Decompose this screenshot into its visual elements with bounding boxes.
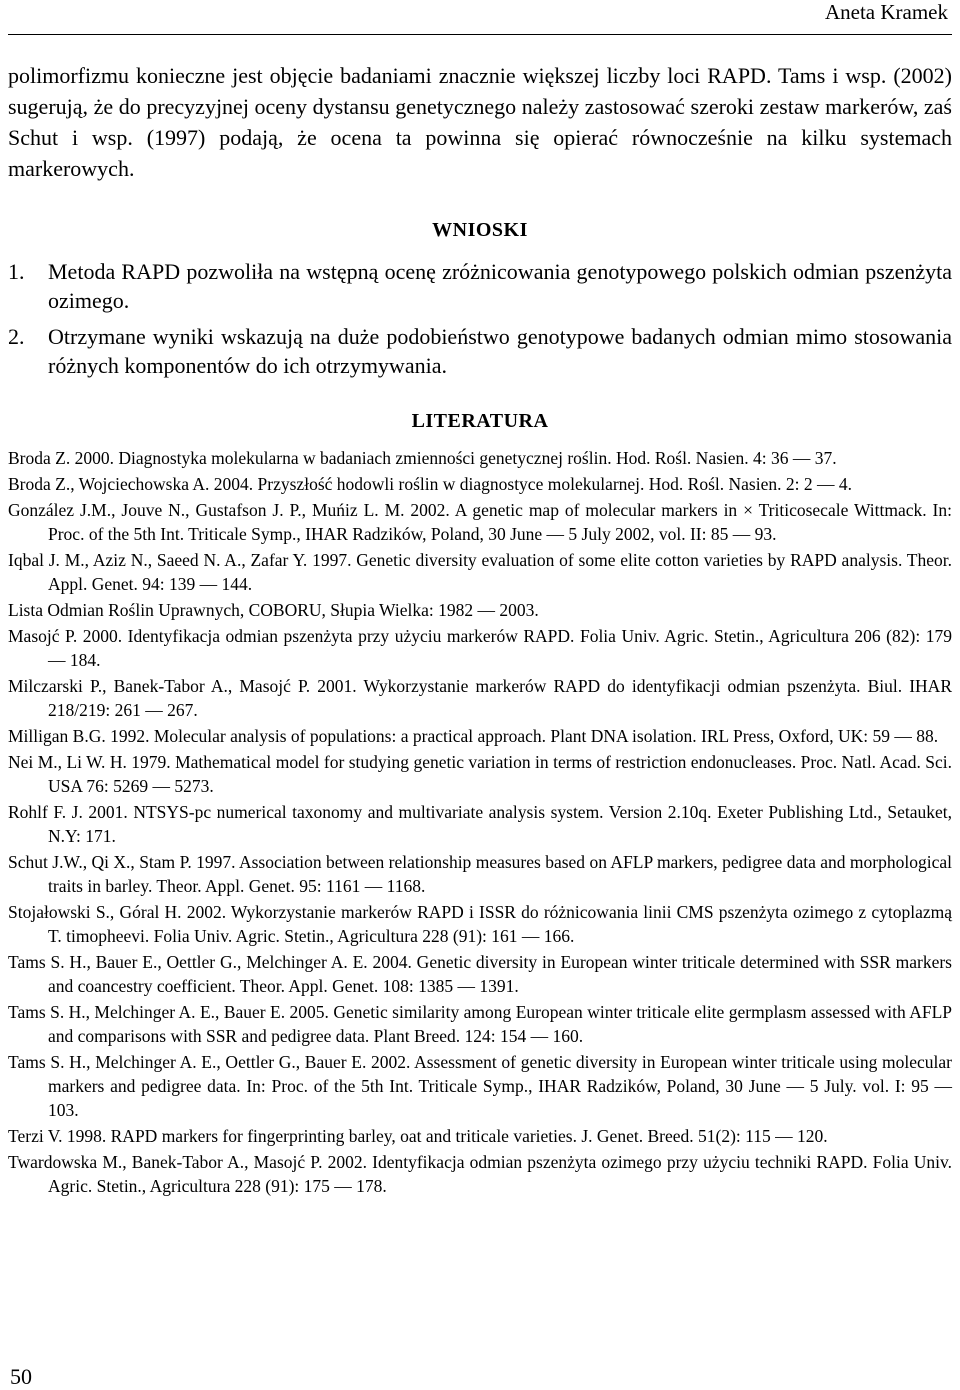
- reference-item: Milligan B.G. 1992. Molecular analysis of populations: a practical approach. Plant DNA isolation. IRL Press, Oxford, UK: 59 — 88.: [8, 726, 939, 746]
- reference-item: Tams S. H., Melchinger A. E., Oettler G., Bauer E. 2002. Assessment of genetic diversity in European winter triticale using molecular markers and pedigree data. In: Proc. of the 5th Int. Triticale Symp., IHAR Radzików, Poland, 30 June — 5 July. vol. I: 95 — 103.: [8, 1052, 952, 1120]
- page-content: [8, 60, 952, 1200]
- reference-item: Terzi V. 1998. RAPD markers for fingerprinting barley, oat and triticale varieties. J. Genet. Breed. 51(2): 115 — 120.: [8, 1126, 828, 1146]
- reference-item: Milczarski P., Banek-Tabor A., Masojć P. 2001. Wykorzystanie markerów RAPD do identyfikacji odmian pszenżyta. Biul. IHAR 218/219: 261 — 267.: [8, 676, 952, 720]
- reference-item: Broda Z. 2000. Diagnostyka molekularna w badaniach zmienności genetycznej roślin. Hod. Rośl. Nasien. 4: 36 — 37.: [8, 448, 837, 468]
- reference-item: Stojałowski S., Góral H. 2002. Wykorzystanie markerów RAPD i ISSR do różnicowania linii CMS pszenżyta ozimego z cytoplazmą T. timopheevi. Folia Univ. Agric. Stetin., Agricultura 228 (91): 161 — 166.: [8, 902, 952, 946]
- page-number: 50: [10, 1364, 32, 1389]
- running-header-author: Aneta Kramek: [824, 0, 948, 24]
- reference-item: Tams S. H., Melchinger A. E., Bauer E. 2005. Genetic similarity among European winter triticale elite germplasm assessed with AFLP and comparisons with SSR and pedigree data. Plant Breed. 124: 154 — 160.: [8, 1002, 952, 1046]
- conclusions-list: [8, 257, 952, 380]
- header-rule: [8, 34, 952, 35]
- conclusion-number: 1.: [8, 259, 25, 284]
- reference-item: Iqbal J. M., Aziz N., Saeed N. A., Zafar Y. 1997. Genetic diversity evaluation of some elite cotton varieties by RAPD analysis. Theor. Appl. Genet. 94: 139 — 144.: [8, 550, 952, 594]
- conclusion-text: Otrzymane wyniki wskazują na duże podobieństwo genotypowe badanych odmian mimo stosowania różnych komponentów do ich otrzymywania.: [48, 324, 952, 378]
- reference-item: Masojć P. 2000. Identyfikacja odmian pszenżyta przy użyciu markerów RAPD. Folia Univ. Agric. Stetin., Agricultura 206 (82): 179 — 184.: [8, 626, 952, 670]
- references-heading: LITERATURA: [411, 410, 549, 432]
- reference-item: Broda Z., Wojciechowska A. 2004. Przyszłość hodowli roślin w diagnostyce molekularnej. Hod. Rośl. Nasien. 2: 2 — 4.: [8, 474, 852, 494]
- intro-paragraph: polimorfizmu konieczne jest objęcie badaniami znacznie większej liczby loci RAPD. Tams i wsp. (2002) sugerują, że do precyzyjnej oceny dystansu genetycznego należy zastosować szeroki zestaw markerów, zaś Schut i wsp. (1997) podają, że ocena ta powinna się opierać równocześnie na kilku systemach markerowych.: [8, 63, 952, 181]
- reference-item: Lista Odmian Roślin Uprawnych, COBORU, Słupia Wielka: 1982 — 2003.: [8, 600, 539, 620]
- conclusion-number: 2.: [8, 324, 25, 349]
- conclusion-item: [8, 322, 952, 380]
- conclusion-item: [8, 257, 952, 315]
- reference-item: Schut J.W., Qi X., Stam P. 1997. Association between relationship measures based on AFLP markers, pedigree data and morphological traits in barley. Theor. Appl. Genet. 95: 1161 — 1168.: [8, 852, 952, 896]
- conclusion-text: Metoda RAPD pozwoliła na wstępną ocenę zróżnicowania genotypowego polskich odmian pszenżyta ozimego.: [48, 259, 952, 313]
- reference-item: González J.M., Jouve N., Gustafson J. P., Muńiz L. M. 2002. A genetic map of molecular markers in × Triticosecale Wittmack. In: Proc. of the 5th Int. Triticale Symp., IHAR Radzików, Poland, 30 June — 5 July 2002, vol. II: 85 — 93.: [8, 500, 952, 544]
- reference-item: Tams S. H., Bauer E., Oettler G., Melchinger A. E. 2004. Genetic diversity in European winter triticale determined with SSR markers and coancestry coefficient. Theor. Appl. Genet. 108: 1385 — 1391.: [8, 952, 952, 996]
- references-list: [8, 446, 952, 1198]
- conclusions-heading: WNIOSKI: [432, 219, 528, 241]
- reference-item: Nei M., Li W. H. 1979. Mathematical model for studying genetic variation in terms of restriction endonucleases. Proc. Natl. Acad. Sci. USA 76: 5269 — 5273.: [8, 752, 952, 796]
- reference-item: Rohlf F. J. 2001. NTSYS-pc numerical taxonomy and multivariate analysis system. Version 2.10q. Exeter Publishing Ltd., Setauket, N.Y: 171.: [8, 802, 952, 846]
- reference-item: Twardowska M., Banek-Tabor A., Masojć P. 2002. Identyfikacja odmian pszenżyta ozimego przy użyciu techniki RAPD. Folia Univ. Agric. Stetin., Agricultura 228 (91): 175 — 178.: [8, 1152, 952, 1196]
